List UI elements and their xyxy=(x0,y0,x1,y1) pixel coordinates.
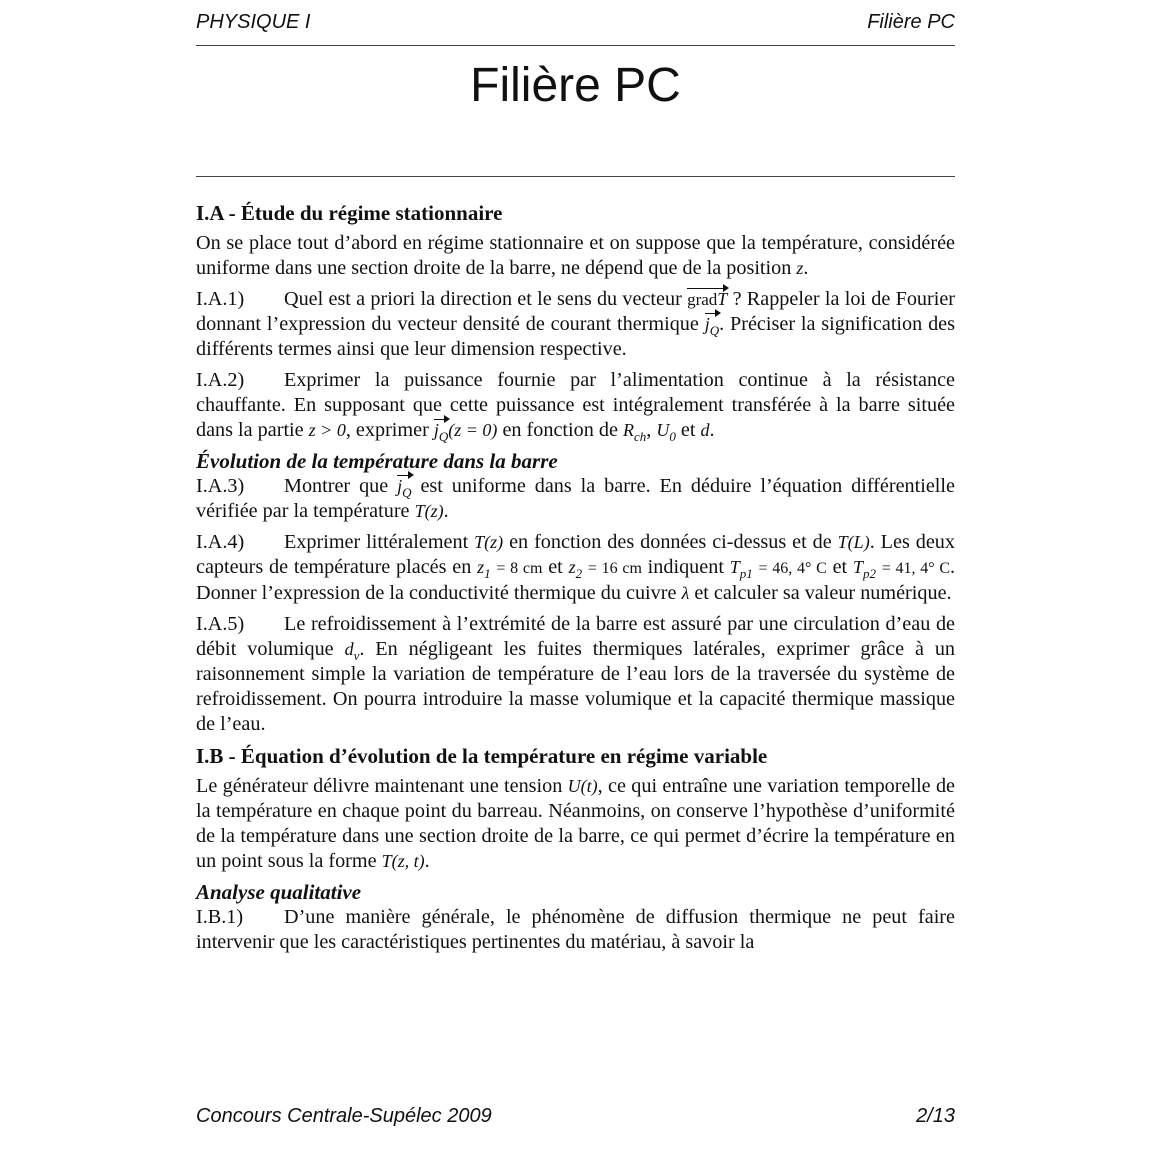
question-text: en fonction de xyxy=(502,419,618,441)
math-z1: z xyxy=(477,557,485,577)
question-text: . En négligeant les fuites thermiques latérales, exprimer grâce à un raisonnement simple la variation de température de l’eau lors de la traversée du système de refroidissement. On pourra introduire la masse volumique et la capacité thermique massique de l’eau. xyxy=(196,638,956,735)
ib-intro-text: Le générateur délivre maintenant une tension xyxy=(196,775,563,797)
math-Tp1-value: = 46, 4° C xyxy=(758,560,827,577)
question-label: I.A.1) xyxy=(196,288,245,310)
math-jQ-vector xyxy=(397,474,411,499)
math-grad: grad xyxy=(687,290,718,309)
page-title: Filière PC xyxy=(470,59,681,112)
title-rule xyxy=(196,176,955,177)
section-heading-ib: I.B - Équation d’évolution de la température en régime variable xyxy=(196,744,768,768)
math-z2: z xyxy=(568,557,576,577)
math-grad-vector xyxy=(687,287,727,312)
math-z-gt-0: z > 0 xyxy=(308,420,346,440)
document-body xyxy=(196,200,955,955)
question-text: indiquent xyxy=(647,556,724,578)
question-text: Exprimer littéralement xyxy=(284,531,469,553)
question-text: et xyxy=(680,419,696,441)
question-text: Le refroidissement à l’extrémité de la barre est assuré par une circulation d’eau de débit volumique xyxy=(196,613,955,660)
document-page xyxy=(196,0,955,1152)
footer-contest: Concours Centrale-Supélec 2009 xyxy=(196,1105,492,1127)
question-text: . Les deux capteurs de température placés en xyxy=(196,531,955,578)
header-rule xyxy=(196,45,955,46)
paragraph-ia-intro xyxy=(196,231,955,281)
math-z1-value: = 8 cm xyxy=(496,560,543,577)
math-T: T xyxy=(717,289,728,309)
math-Tp2: T xyxy=(852,557,863,577)
header-subject: PHYSIQUE I xyxy=(196,11,311,33)
question-label: I.B.1) xyxy=(196,906,244,928)
math-z-eq-0: (z = 0) xyxy=(448,420,498,440)
math-R: R xyxy=(622,420,634,440)
question-text: Exprimer la puissance fournie par l’alimentation continue à la résistance chauffante. En supposant que cette puissance est intégralement transférée à la barre située dans la partie xyxy=(196,369,955,441)
math-Tp1: T xyxy=(729,557,740,577)
math-dv-sub: v xyxy=(353,648,360,664)
math-jQ-sub: Q xyxy=(402,485,412,501)
math-lambda: λ xyxy=(681,583,690,603)
section-heading-ia: I.A - Étude du régime stationnaire xyxy=(196,201,503,225)
question-ia1 xyxy=(196,287,955,362)
math-jQ-vector xyxy=(434,418,448,443)
math-dot: . xyxy=(709,419,715,441)
running-footer xyxy=(196,1105,955,1131)
running-header xyxy=(196,11,955,37)
math-Tz: T(z) xyxy=(474,532,504,552)
question-text: , exprimer xyxy=(345,419,429,441)
question-text: ? Rappeler la loi de Fourier donnant l’expression du vecteur densité de courant thermique xyxy=(196,288,956,335)
question-ia2: I.A.2) Exprimer la puissance fournie par l’alimentation continue à la résistance chauffante. En supposant que cette puissance est intégralement transférée à la barre située dans la partie z > 0, exprimer $j_Q(z = 0)$ en fonction de $R_{ch}$, $U_0$ et d. xyxy=(196,369,955,445)
math-j: j xyxy=(433,420,439,440)
subheading-evolution: Évolution de la température dans la barre xyxy=(196,449,558,473)
math-Tp1-sub: p1 xyxy=(739,566,753,582)
question-label: I.A.3) xyxy=(196,475,245,497)
question-text: et xyxy=(548,556,563,578)
math-jQ-vector xyxy=(705,312,719,337)
paragraph-ib-intro xyxy=(196,774,955,874)
question-text: D’une manière générale, le phénomène de diffusion thermique ne peut faire intervenir que les caractéristiques pertinentes du matériau, à savoir la xyxy=(196,906,955,953)
question-text: et xyxy=(832,556,848,578)
math-j: j xyxy=(704,314,710,334)
question-label: I.A.5) xyxy=(196,613,245,635)
question-label: I.A.4) xyxy=(196,531,245,553)
math-dv: d xyxy=(344,639,354,659)
math-dot: . xyxy=(424,850,430,872)
math-Tz: T(z) xyxy=(414,501,444,521)
math-jQ-sub: Q xyxy=(709,323,720,339)
math-d: d xyxy=(700,420,710,440)
question-text: et calculer sa valeur numérique. xyxy=(694,582,952,604)
math-R-sub: ch xyxy=(633,429,647,445)
math-U-sub: 0 xyxy=(669,429,676,445)
question-ia5 xyxy=(196,612,955,737)
question-ia4 xyxy=(196,530,955,606)
math-jQ-sub: Q xyxy=(438,429,449,445)
math-dot: . xyxy=(443,500,449,522)
question-ib1 xyxy=(196,905,955,955)
math-j: j xyxy=(397,476,403,496)
math-dot: . xyxy=(803,257,809,279)
question-text: Quel est a priori la direction et le sens du vecteur xyxy=(284,288,682,310)
question-text: . Donner l’expression de la conductivité thermique du cuivre xyxy=(196,556,956,604)
header-track: Filière PC xyxy=(867,11,955,33)
math-Tp2-sub: p2 xyxy=(862,566,876,582)
math-z2-value: = 16 cm xyxy=(587,560,642,577)
question-text: Montrer que xyxy=(284,475,389,497)
question-text: en fonction des données ci-dessus et de xyxy=(509,531,832,553)
math-z: z xyxy=(796,258,804,278)
footer-page-number: 2/13 xyxy=(916,1105,955,1127)
question-label: I.A.2) xyxy=(196,369,245,391)
math-TL: T(L) xyxy=(837,532,870,552)
math-Tp2-value: = 41, 4° C xyxy=(881,560,951,577)
ib-intro-text: , ce qui entraîne une variation temporelle de la température en chaque point du barreau. Néanmoins, on conserve l’hypothèse d’uniformité de la température dans une section droite de la barre, ce qui permet d’écrire la température en un point sous la forme xyxy=(196,775,956,872)
question-ia3 xyxy=(196,474,955,524)
math-Tzt: T(z, t) xyxy=(381,851,425,871)
math-Ut: U(t) xyxy=(567,776,598,796)
question-text: est uniforme dans la barre. En déduire l’équation différentielle vérifiée par la température xyxy=(196,475,955,522)
question-text: . Préciser la signification des différents termes ainsi que leur dimension respective. xyxy=(196,313,955,360)
math-z1-sub: 1 xyxy=(484,566,491,582)
math-U: U xyxy=(656,420,670,440)
ia-intro-text: On se place tout d’abord en régime stationnaire et on suppose que la température, considérée uniforme dans une section droite de la barre, ne dépend que de la position xyxy=(196,232,955,279)
subheading-analyse: Analyse qualitative xyxy=(196,880,362,904)
math-z2-sub: 2 xyxy=(575,566,583,582)
